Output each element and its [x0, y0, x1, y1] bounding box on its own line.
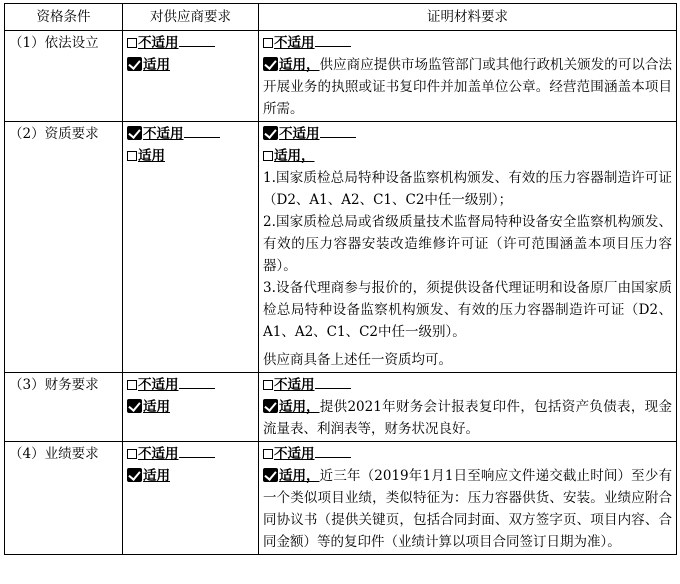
checkbox-checked-icon [127, 399, 142, 413]
condition-cell: （3）财务要求 [5, 373, 123, 442]
checkbox-empty-icon [127, 380, 137, 390]
option-applicable[interactable]: 适用， [263, 465, 320, 487]
supplier-requirement-cell [123, 373, 259, 442]
condition-cell: （1）依法设立 [5, 31, 123, 122]
requirement-footer: 供应商具备上述任一资质均可。 [263, 352, 452, 368]
checkbox-empty-icon [127, 38, 137, 48]
option-not-applicable[interactable]: 不适用 [127, 374, 179, 396]
material-text: 提供2021年财务会计报表复印件，包括资产负债表，现金流量表、利润表等，财务状况良好。 [263, 399, 672, 437]
checkbox-empty-icon [127, 449, 137, 459]
option-not-applicable[interactable]: 不适用 [263, 443, 315, 465]
material-text: 近三年（2019年1月1日至响应文件递交截止时间）至少有一个类似项目业绩，类似特征为：压力容器供货、安装。业绩应附合同协议书（提供关键页，包括合同封面、双方签字页、项目内容、合同金额）等的复印件（业绩计算以项目合同签订日期为准）。 [263, 468, 672, 550]
underline [179, 443, 215, 458]
table-row [5, 122, 677, 373]
underline [315, 443, 351, 458]
option-not-applicable[interactable]: 不适用 [127, 443, 179, 465]
checkbox-checked-icon [127, 126, 142, 140]
checkbox-checked-icon [263, 399, 278, 413]
header-material-requirement: 证明材料要求 [259, 4, 677, 31]
option-applicable[interactable]: 适用 [127, 396, 170, 418]
header-row [5, 4, 677, 31]
requirement-item: 2.国家质检总局或省级质量技术监督局特种设备安全监察机构颁发、有效的压力容器安装改造维修许可证（许可范围涵盖本项目压力容器）。 [263, 214, 672, 274]
header-condition: 资格条件 [5, 4, 123, 31]
option-applicable[interactable]: 适用 [127, 54, 170, 76]
material-requirement-cell [259, 442, 677, 555]
option-applicable[interactable]: 适用， [263, 145, 315, 167]
underline [184, 123, 220, 138]
material-requirement-cell [259, 31, 677, 122]
checkbox-checked-icon [127, 468, 142, 482]
supplier-requirement-cell [123, 442, 259, 555]
supplier-requirement-cell [123, 31, 259, 122]
requirement-item: 3.设备代理商参与报价的，须提供设备代理证明和设备原厂由国家质检总局特种设备监察机构颁发、有效的压力容器制造许可证（D2、A1、A2、C1、C2中任一级别）。 [263, 280, 672, 340]
header-supplier-requirement: 对供应商要求 [123, 4, 259, 31]
option-applicable[interactable]: 适用 [127, 145, 165, 167]
underline [315, 374, 351, 389]
checkbox-empty-icon [263, 151, 273, 161]
requirement-item: 1.国家质检总局特种设备监察机构颁发、有效的压力容器制造许可证（D2、A1、A2、C1、C2中任一级别）； [263, 170, 672, 208]
checkbox-empty-icon [263, 449, 273, 459]
checkbox-checked-icon [263, 126, 278, 140]
option-applicable[interactable]: 适用， [263, 54, 320, 76]
table-row [5, 373, 677, 442]
underline [179, 32, 215, 47]
material-requirement-cell [259, 373, 677, 442]
condition-cell: （2）资质要求 [5, 122, 123, 373]
material-requirement-cell [259, 122, 677, 373]
option-applicable[interactable]: 适用， [263, 396, 320, 418]
condition-cell: （4）业绩要求 [5, 442, 123, 555]
underline [179, 374, 215, 389]
qualification-table [4, 3, 677, 555]
option-not-applicable[interactable]: 不适用 [263, 32, 315, 54]
option-not-applicable[interactable]: 不适用 [127, 32, 179, 54]
table-row [5, 31, 677, 122]
checkbox-empty-icon [127, 151, 137, 161]
checkbox-checked-icon [263, 468, 278, 482]
material-text: 供应商应提供市场监管部门或其他行政机关颁发的可以合法开展业务的执照或证书复印件并加盖单位公章。经营范围涵盖本项目所需。 [263, 57, 672, 117]
checkbox-checked-icon [263, 57, 278, 71]
checkbox-empty-icon [263, 380, 273, 390]
supplier-requirement-cell [123, 122, 259, 373]
checkbox-empty-icon [263, 38, 273, 48]
option-applicable[interactable]: 适用 [127, 465, 170, 487]
option-not-applicable[interactable]: 不适用 [263, 123, 320, 145]
underline [320, 123, 356, 138]
option-not-applicable[interactable]: 不适用 [263, 374, 315, 396]
option-not-applicable[interactable]: 不适用 [127, 123, 184, 145]
underline [315, 32, 351, 47]
checkbox-checked-icon [127, 57, 142, 71]
table-row [5, 442, 677, 555]
